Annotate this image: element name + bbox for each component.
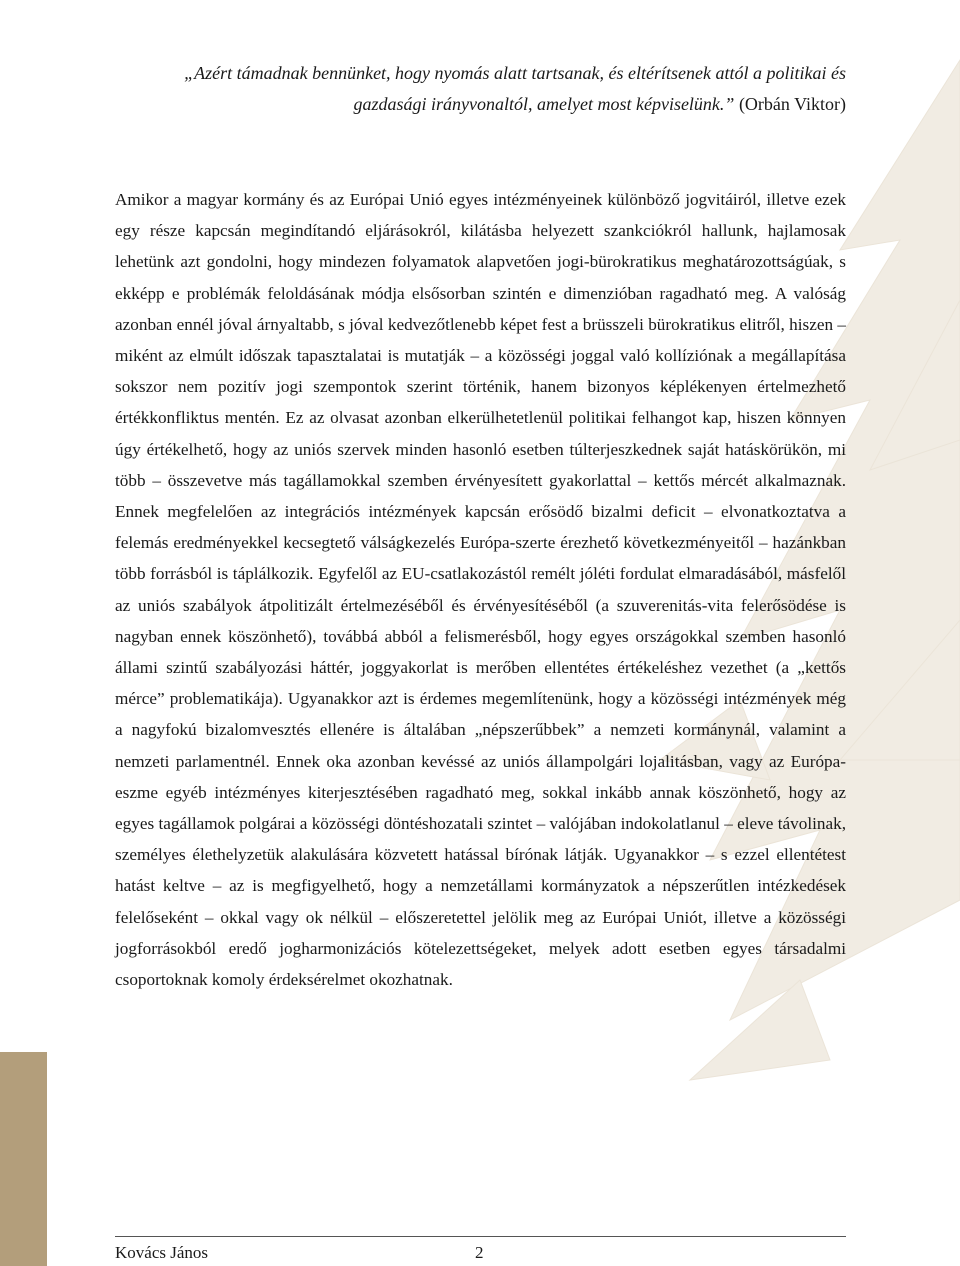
side-color-block <box>0 1052 47 1266</box>
epigraph-quote <box>140 58 846 120</box>
sentence-2: A valóság azonban ennél jóval árnyaltabb, s jóval kedvezőtlenebb képet fest a brüsszeli bürokratikus elitről, hiszen – miként az elmúlt időszak tapasztalatai is mutatják – a közösségi joggal való kollíziónak a megállapítása sokszor nem pozitív jogi szempontok szerint történik, hanem bizonyos képlékenyen értelmezhető értékkonfliktus mentén. <box>115 283 846 428</box>
body-paragraph <box>115 184 846 995</box>
page-number: 2 <box>475 1243 484 1262</box>
quote-line-1: „Azért támadnak bennünket, hogy nyomás alatt tartsanak, és eltérítsenek attól a politikai és <box>184 63 846 83</box>
quote-attribution: (Orbán Viktor) <box>734 94 846 114</box>
page-footer <box>115 1236 846 1262</box>
sentence-1: Amikor a magyar kormány és az Európai Unió egyes intézményeinek különböző jogvitáiról, illetve ezek egy része kapcsán megindítandó eljárásokról, kilátásba helyezett szankciókról hallunk, hajlamosak lehetünk azt gondolni, hogy mindezen folyamatok alapvetően jogi-bürokratikus meghatározottságúak, s ekképp e problémák feloldásának módja elsősorban szintén e dimenzióban ragadható meg. <box>115 190 846 303</box>
sentence-5: Egyfelől az EU-csatlakozástól remélt jóléti fordulat elmaradásából, másfelől az uniós szabályok átpolitizált értelmezéséből és érvényesítéséből (a szuverenitás-vita felerősödése is nagyban ennek köszönhető), továbbá abból a felismerésből, hogy egyes országokkal szemben hasonló állami szintű szabályozási háttér, joggyakorlat is merőben ellentétes értékeléshez vezethet (a „kettős mérce” problematikája). <box>115 564 846 709</box>
quote-line-2 <box>140 89 846 120</box>
quote-text-2: gazdasági irányvonaltól, amelyet most képviselünk.” <box>353 94 735 114</box>
sentence-3: Ez az olvasat azonban elkerülhetetlenül politikai felhangot kap, hiszen könnyen úgy értékelhető, hogy az uniós szervek minden hasonló esetben túlterjeszkednek saját hatáskörükön, mi több – összevetve más tagállamokkal szemben érvényesített gyakorlattal – kettős mércét alkalmaznak. <box>115 408 846 490</box>
sentence-4: Ennek megfelelően az integrációs intézmények kapcsán erősödő bizalmi deficit – elvonatkoztatva a felemás eredményekkel kecsegtető válságkezelés Európa-szerte érezhető következményeitől – hazánkban több forrásból is táplálkozik. <box>115 502 846 584</box>
sentence-8: Ugyanakkor – s ezzel ellentétest hatást keltve – az is megfigyelhető, hogy a nemzetállami kormányzatok a népszerűtlen intézkedések felelőseként – okkal vagy ok nélkül – előszeretettel jelölik meg az Európai Uniót, illetve a közösségi jogforrásokból eredő jogharmonizációs kötelezettségeket, melyek adott esetben egyes társadalmi csoportoknak komoly érdeksérelmet okozhatnak. <box>115 845 847 990</box>
sentence-7: Ennek oka azonban kevéssé az uniós állampolgári lojalitásban, vagy az Európa-eszme egyéb intézményes kiterjesztésében ragadható meg, sokkal inkább annak köszönhető, hogy az egyes tagállamok polgárai a közösségi döntéshozatali szintet – valójában indokolatlanul – eleve távolinak, személyes élethelyzetük alakulására közvetett hatással bírónak látják. <box>115 751 846 865</box>
footer-author: Kovács János <box>115 1243 209 1262</box>
sentence-6: Ugyanakkor azt is érdemes megemlítenünk, hogy a közösségi intézmények még a nagyfokú bizalomvesztés ellenére is általában „népszerűbbek” a nemzeti kormánynál, valamint a nemzeti parlamentnél. <box>115 689 846 771</box>
